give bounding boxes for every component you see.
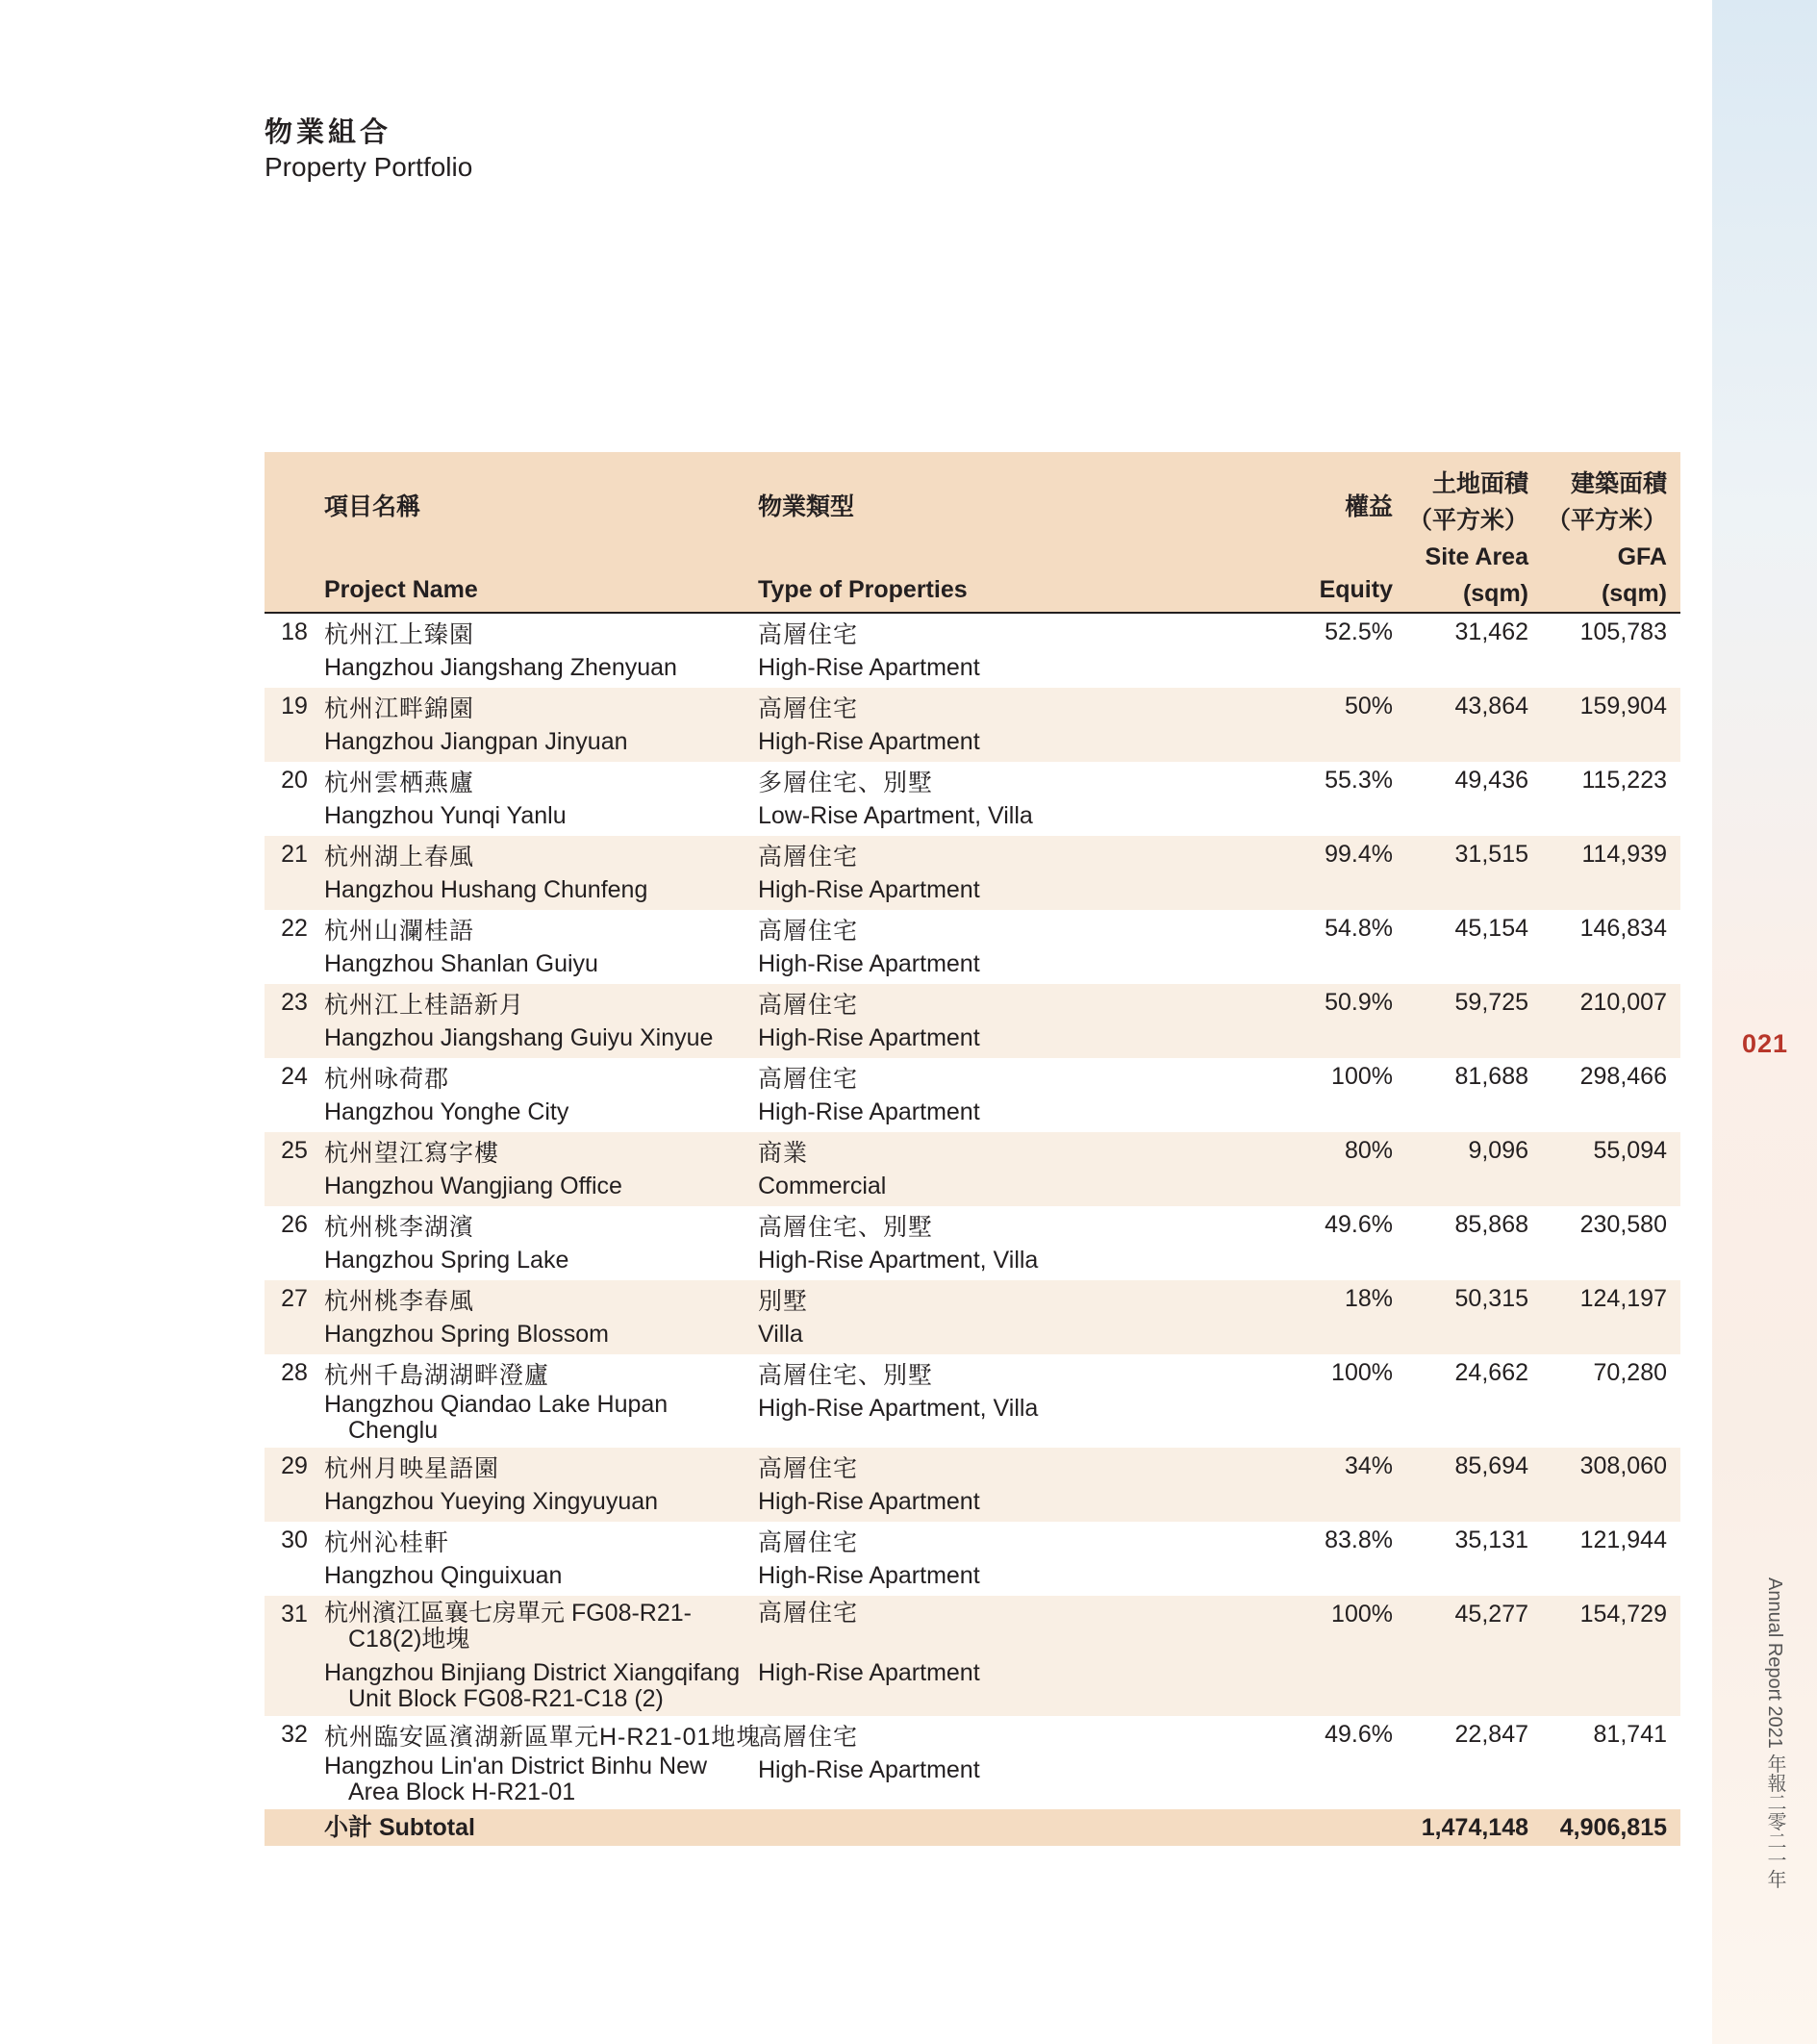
project-name-cn: 杭州咏荷郡 xyxy=(324,1066,450,1093)
header-project-name xyxy=(324,452,758,613)
table-row xyxy=(265,613,1680,688)
table-row xyxy=(265,984,1680,1058)
gfa-value: 105,783 xyxy=(1579,618,1667,645)
equity-value: 100% xyxy=(1331,1063,1393,1090)
header-type-cn: 物業類型 xyxy=(758,493,855,520)
equity-value: 49.6% xyxy=(1325,1721,1393,1748)
subtotal-empty-type xyxy=(758,1809,1239,1846)
table-row xyxy=(265,1448,1680,1522)
gfa-value: 124,197 xyxy=(1579,1285,1667,1312)
project-name-en: Hangzhou Yonghe City xyxy=(324,1098,569,1125)
header-site-area-cn: 土地面積 xyxy=(1431,470,1528,497)
project-name-cell xyxy=(324,1522,758,1596)
project-name-cn: 杭州望江寫字樓 xyxy=(324,1140,500,1167)
property-type-en: Low-Rise Apartment, Villa xyxy=(758,802,1033,829)
equity-value: 54.8% xyxy=(1325,915,1393,942)
gfa-value: 81,741 xyxy=(1593,1721,1667,1748)
project-name-en: Hangzhou Binjiang District Xiangqifang Unit Block FG08-R21-C18 (2) xyxy=(324,1659,741,1712)
table-row xyxy=(265,1522,1680,1596)
project-name-cn: 杭州沁桂軒 xyxy=(324,1529,450,1556)
property-type-cn: 高層住宅 xyxy=(758,992,859,1019)
site-area-value: 45,277 xyxy=(1454,1601,1528,1628)
site-area-value: 85,868 xyxy=(1454,1211,1528,1238)
table-row xyxy=(265,836,1680,910)
property-type-cn: 高層住宅 xyxy=(758,1724,859,1751)
project-name-cell xyxy=(324,1354,758,1448)
property-type-cell xyxy=(758,836,1239,910)
property-type-en: Commercial xyxy=(758,1173,887,1199)
project-name-cn: 杭州桃李湖濱 xyxy=(324,1214,475,1241)
gfa-value: 154,729 xyxy=(1579,1601,1667,1628)
project-name-en: Hangzhou Wangjiang Office xyxy=(324,1173,622,1199)
project-name-en: Hangzhou Lin'an District Binhu New Area Block H-R21-01 xyxy=(324,1753,708,1805)
gfa-value: 146,834 xyxy=(1579,915,1667,942)
property-type-cn: 高層住宅、別墅 xyxy=(758,1362,934,1389)
gfa-value: 159,904 xyxy=(1579,693,1667,719)
row-number: 30 xyxy=(281,1527,308,1553)
subtotal-label: 小計 Subtotal xyxy=(324,1814,475,1841)
property-type-cell xyxy=(758,1354,1239,1448)
equity-value: 100% xyxy=(1331,1359,1393,1386)
property-type-cn: 高層住宅 xyxy=(758,621,859,648)
project-name-cn: 杭州濱江區襄七房單元 FG08-R21-C18(2)地塊 xyxy=(324,1600,692,1653)
header-site-area-unit-cn: （平方米） xyxy=(1407,507,1528,534)
row-number: 27 xyxy=(281,1285,308,1312)
property-type-cn: 商業 xyxy=(758,1140,809,1167)
header-number xyxy=(265,452,324,613)
site-area-value: 22,847 xyxy=(1454,1721,1528,1748)
project-name-cn: 杭州月映星語園 xyxy=(324,1455,500,1482)
subtotal-gfa: 4,906,815 xyxy=(1559,1814,1667,1841)
project-name-cn: 杭州臨安區濱湖新區單元H-R21-01地塊 xyxy=(324,1724,762,1751)
property-type-en: High-Rise Apartment xyxy=(758,950,980,977)
subtotal-empty-equity xyxy=(1239,1809,1406,1846)
table-row xyxy=(265,1716,1680,1809)
table-row xyxy=(265,1354,1680,1448)
row-number: 22 xyxy=(281,915,308,942)
site-area-value: 9,096 xyxy=(1468,1137,1528,1164)
equity-value: 80% xyxy=(1344,1137,1393,1164)
project-name-cn: 杭州千島湖湖畔澄廬 xyxy=(324,1362,550,1389)
property-type-cn: 高層住宅 xyxy=(758,918,859,945)
row-number: 23 xyxy=(281,989,308,1016)
property-type-en: High-Rise Apartment xyxy=(758,728,980,755)
property-type-cell xyxy=(758,1716,1239,1809)
site-area-value: 50,315 xyxy=(1454,1285,1528,1312)
property-type-en: High-Rise Apartment xyxy=(758,654,980,681)
header-equity-en: Equity xyxy=(1319,576,1393,603)
project-name-cn: 杭州江上臻園 xyxy=(324,621,475,648)
header-site-area-unit-en: (sqm) xyxy=(1462,580,1528,607)
property-portfolio-table xyxy=(265,452,1680,1846)
project-name-cell xyxy=(324,910,758,984)
site-area-value: 31,462 xyxy=(1454,618,1528,645)
table-row xyxy=(265,1058,1680,1132)
equity-value: 100% xyxy=(1331,1601,1393,1628)
project-name-cell xyxy=(324,1280,758,1354)
site-area-value: 59,725 xyxy=(1454,989,1528,1016)
project-name-cn: 杭州江畔錦園 xyxy=(324,695,475,722)
project-name-cn: 杭州江上桂語新月 xyxy=(324,992,525,1019)
gfa-value: 210,007 xyxy=(1579,989,1667,1016)
site-area-value: 24,662 xyxy=(1454,1359,1528,1386)
header-equity-cn: 權益 xyxy=(1344,493,1393,520)
gfa-value: 230,580 xyxy=(1579,1211,1667,1238)
project-name-cell xyxy=(324,1132,758,1206)
subtotal-site-area: 1,474,148 xyxy=(1421,1814,1528,1841)
table-row xyxy=(265,1596,1680,1716)
property-type-cell xyxy=(758,984,1239,1058)
property-type-cell xyxy=(758,1522,1239,1596)
table-row xyxy=(265,1280,1680,1354)
header-project-name-en: Project Name xyxy=(324,576,478,603)
site-area-value: 49,436 xyxy=(1454,767,1528,794)
equity-value: 83.8% xyxy=(1325,1527,1393,1553)
property-type-en: High-Rise Apartment, Villa xyxy=(758,1395,1039,1422)
property-type-cn: 別墅 xyxy=(758,1288,809,1315)
header-type xyxy=(758,452,1239,613)
property-type-en: High-Rise Apartment xyxy=(758,1488,980,1515)
equity-value: 99.4% xyxy=(1325,841,1393,868)
gfa-value: 115,223 xyxy=(1581,767,1667,794)
row-number: 18 xyxy=(281,618,308,645)
project-name-en: Hangzhou Spring Blossom xyxy=(324,1321,609,1348)
property-type-cn: 高層住宅 xyxy=(758,1529,859,1556)
property-type-cell xyxy=(758,688,1239,762)
site-area-value: 81,688 xyxy=(1454,1063,1528,1090)
property-type-cell xyxy=(758,613,1239,688)
row-number: 28 xyxy=(281,1359,308,1386)
property-type-cell xyxy=(758,910,1239,984)
project-name-en: Hangzhou Qinguixuan xyxy=(324,1562,563,1589)
gfa-value: 55,094 xyxy=(1593,1137,1667,1164)
table-row xyxy=(265,688,1680,762)
property-type-cn: 高層住宅 xyxy=(758,844,859,871)
property-type-en: Villa xyxy=(758,1321,803,1348)
gfa-value: 308,060 xyxy=(1579,1452,1667,1479)
equity-value: 55.3% xyxy=(1325,767,1393,794)
header-gfa-unit-cn: （平方米） xyxy=(1546,507,1667,534)
row-number: 31 xyxy=(281,1601,308,1628)
property-type-cell xyxy=(758,1596,1239,1716)
project-name-en: Hangzhou Qiandao Lake Hupan Chenglu xyxy=(324,1391,669,1444)
property-type-en: High-Rise Apartment xyxy=(758,1756,980,1783)
header-site-area-en: Site Area xyxy=(1425,543,1528,570)
project-name-en: Hangzhou Yueying Xingyuyuan xyxy=(324,1488,659,1515)
project-name-en: Hangzhou Shanlan Guiyu xyxy=(324,950,598,977)
row-number: 21 xyxy=(281,841,308,868)
project-name-en: Hangzhou Jiangpan Jinyuan xyxy=(324,728,628,755)
header-type-en: Type of Properties xyxy=(758,576,968,603)
property-type-en: High-Rise Apartment xyxy=(758,876,980,903)
property-type-cell xyxy=(758,1058,1239,1132)
project-name-cell xyxy=(324,762,758,836)
project-name-cell xyxy=(324,1058,758,1132)
header-site-area xyxy=(1406,452,1542,613)
gfa-value: 114,939 xyxy=(1581,841,1667,868)
property-type-cn: 高層住宅、別墅 xyxy=(758,1214,934,1241)
site-area-value: 85,694 xyxy=(1454,1452,1528,1479)
project-name-en: Hangzhou Jiangshang Guiyu Xinyue xyxy=(324,1024,714,1051)
row-number: 32 xyxy=(281,1721,308,1748)
property-type-en: High-Rise Apartment xyxy=(758,1659,980,1686)
equity-value: 18% xyxy=(1344,1285,1393,1312)
row-number: 24 xyxy=(281,1063,308,1090)
property-type-cell xyxy=(758,1206,1239,1280)
property-type-cn: 高層住宅 xyxy=(758,1066,859,1093)
page-title-chinese: 物業組合 xyxy=(265,117,392,148)
project-name-en: Hangzhou Yunqi Yanlu xyxy=(324,802,567,829)
page-title-english: Property Portfolio xyxy=(265,152,473,182)
gfa-value: 121,944 xyxy=(1579,1527,1667,1553)
header-equity xyxy=(1239,452,1406,613)
project-name-cell xyxy=(324,836,758,910)
gfa-value: 70,280 xyxy=(1593,1359,1667,1386)
project-name-cell xyxy=(324,688,758,762)
project-name-en: Hangzhou Jiangshang Zhenyuan xyxy=(324,654,677,681)
property-type-cell xyxy=(758,1280,1239,1354)
property-type-cell xyxy=(758,762,1239,836)
page-number: 021 xyxy=(1741,1029,1789,1058)
project-name-en: Hangzhou Hushang Chunfeng xyxy=(324,876,648,903)
header-gfa-unit-en: (sqm) xyxy=(1601,580,1667,607)
table-row xyxy=(265,1206,1680,1280)
row-number: 19 xyxy=(281,693,308,719)
row-number: 29 xyxy=(281,1452,308,1479)
gfa-value: 298,466 xyxy=(1579,1063,1667,1090)
table-header-row xyxy=(265,452,1680,613)
site-area-value: 43,864 xyxy=(1454,693,1528,719)
row-number: 26 xyxy=(281,1211,308,1238)
equity-value: 34% xyxy=(1344,1452,1393,1479)
project-name-cell xyxy=(324,1716,762,1809)
property-type-cell xyxy=(758,1132,1239,1206)
equity-value: 50% xyxy=(1344,693,1393,719)
table-row xyxy=(265,1132,1680,1206)
property-type-en: High-Rise Apartment, Villa xyxy=(758,1247,1039,1274)
property-type-cell xyxy=(758,1448,1239,1522)
row-number: 25 xyxy=(281,1137,308,1164)
property-type-en: High-Rise Apartment xyxy=(758,1024,980,1051)
project-name-cell xyxy=(324,613,758,688)
equity-value: 52.5% xyxy=(1325,618,1393,645)
property-type-cn: 高層住宅 xyxy=(758,1600,859,1627)
project-name-cn: 杭州桃李春風 xyxy=(324,1288,475,1315)
equity-value: 50.9% xyxy=(1325,989,1393,1016)
project-name-en: Hangzhou Spring Lake xyxy=(324,1247,569,1274)
page-header xyxy=(265,115,472,185)
project-name-cn: 杭州山瀾桂語 xyxy=(324,918,475,945)
site-area-value: 31,515 xyxy=(1454,841,1528,868)
equity-value: 49.6% xyxy=(1325,1211,1393,1238)
header-gfa-en: GFA xyxy=(1617,543,1667,570)
property-type-en: High-Rise Apartment xyxy=(758,1098,980,1125)
project-name-cn: 杭州雲栖燕廬 xyxy=(324,770,475,796)
property-type-cn: 高層住宅 xyxy=(758,695,859,722)
project-name-cell xyxy=(324,1448,758,1522)
subtotal-row xyxy=(265,1809,1680,1846)
project-name-cn: 杭州湖上春風 xyxy=(324,844,475,871)
report-label: Annual Report 2021 年報二零二一年 xyxy=(1764,1577,1785,1889)
table-row xyxy=(265,762,1680,836)
header-project-name-cn: 項目名稱 xyxy=(324,493,421,520)
header-gfa-cn: 建築面積 xyxy=(1570,470,1667,497)
property-type-en: High-Rise Apartment xyxy=(758,1562,980,1589)
row-number: 20 xyxy=(281,767,308,794)
subtotal-spacer xyxy=(265,1809,324,1846)
table-row xyxy=(265,910,1680,984)
property-type-cn: 多層住宅、別墅 xyxy=(758,770,934,796)
property-type-cn: 高層住宅 xyxy=(758,1455,859,1482)
site-area-value: 45,154 xyxy=(1454,915,1528,942)
project-name-cell xyxy=(324,1596,758,1716)
project-name-cell xyxy=(324,1206,758,1280)
site-area-value: 35,131 xyxy=(1454,1527,1528,1553)
project-name-cell xyxy=(324,984,758,1058)
header-gfa xyxy=(1542,452,1680,613)
